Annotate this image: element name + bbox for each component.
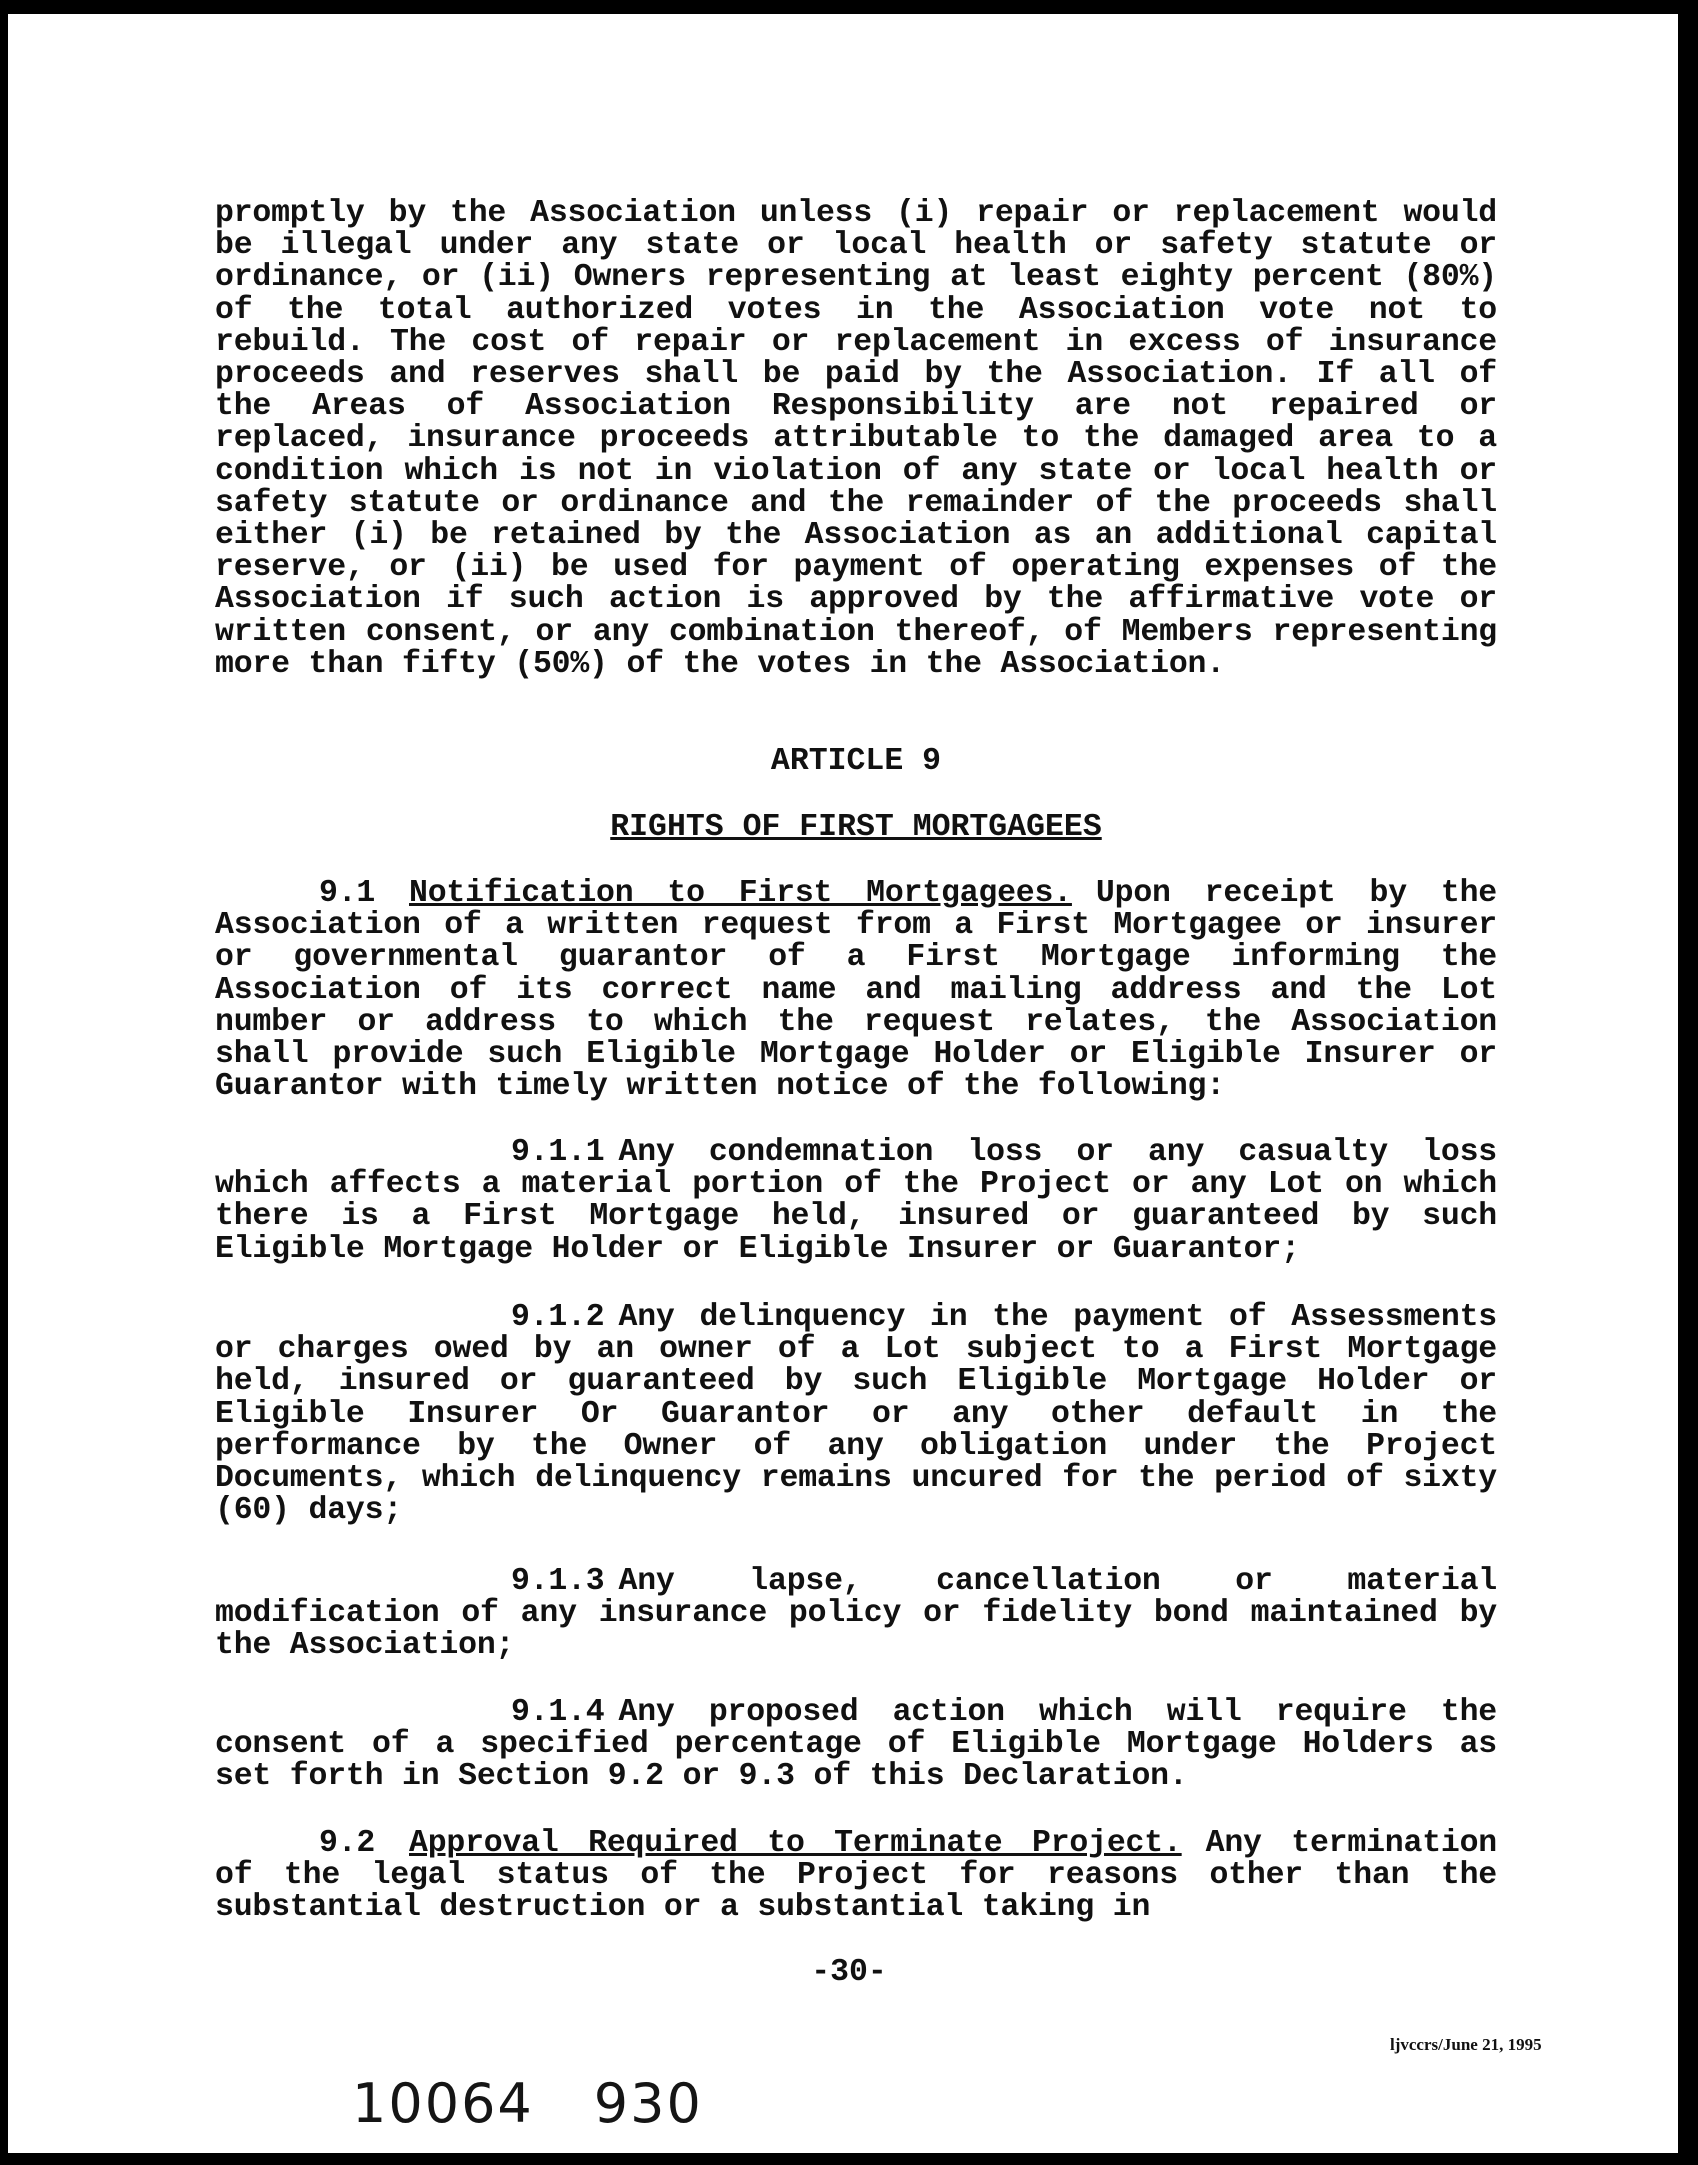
section-9-1-3: [215, 1566, 1497, 1663]
scan-border-right: [1678, 0, 1698, 2165]
subsection-number: 9.1.3: [511, 1564, 605, 1599]
page-number: -30-: [811, 1955, 887, 1990]
scan-border-bottom: [0, 2153, 1698, 2165]
scan-border-left: [0, 0, 8, 2165]
subsection-text: Any delinquency in the payment of Assessments or charges owed by an owner of a Lot subject to a First Mortgage held, insured or guaranteed by such Eligible Mortgage Holder or Eligible Insurer Or Guarantor or any other default in the performance by the Owner of any obligation under the Project Documents, which delinquency remains uncured for the period of sixty (60) days;: [215, 1300, 1497, 1529]
subsection-text: Any proposed action which will require the consent of a specified percentage of Eligible Mortgage Holders as set forth in Section 9.2 or 9.3 of this Declaration.: [215, 1695, 1497, 1795]
section-9-1: [215, 878, 1497, 1103]
subsection-text: Any lapse, cancellation or material modification of any insurance policy or fidelity bond maintained by the Association;: [215, 1564, 1497, 1664]
section-number: 9.1: [319, 876, 376, 911]
section-text: Any termination of the legal status of the Project for reasons other than the substantial destruction or a substantial taking in: [215, 1826, 1498, 1926]
section-text: Upon receipt by the Association of a written request from a First Mortgagee or insurer or governmental guarantor of a First Mortgage informing the Association of its correct name and mailing address and the Lot number or address to which the request relates, the Association shall provide such Eligible Mortgage Holder or Eligible Insurer or Guarantor with timely written notice of the following:: [215, 876, 1497, 1105]
subsection-number: 9.1.2: [511, 1300, 605, 1335]
scan-border-top: [0, 0, 1698, 14]
section-9-1-1: [215, 1137, 1497, 1266]
subsection-number: 9.1.1: [511, 1135, 605, 1170]
subsection-text: Any condemnation loss or any casualty loss which affects a material portion of the Project or any Lot on which there is a First Mortgage held, insured or guaranteed by such Eligible Mortgage Holder or Eligible Insurer or Guarantor;: [215, 1135, 1497, 1267]
recording-stamp: [352, 2072, 703, 2135]
continued-paragraph: promptly by the Association unless (i) repair or replacement would be illegal under any state or local health or safety statute or ordinance, or (ii) Owners representing at least eighty percent (80%) of the total authorized votes in the Association vote not to rebuild. The cost of repair or replacement in excess of insurance proceeds and reserves shall be paid by the Association. If all of the Areas of Association Responsibility are not repaired or replaced, insurance proceeds attributable to the damaged area to a condition which is not in violation of any state or local health or safety statute or ordinance and the remainder of the proceeds shall either (i) be retained by the Association as an additional capital reserve, or (ii) be used for payment of operating expenses of the Association if such action is approved by the affirmative vote or written consent, or any combination thereof, of Members representing more than fifty (50%) of the votes in the Association.: [215, 196, 1497, 682]
article-title: RIGHTS OF FIRST MORTGAGEES: [610, 810, 1102, 845]
article-number: ARTICLE 9: [770, 744, 942, 779]
section-caption: Notification to First Mortgagees.: [409, 876, 1072, 911]
section-9-1-4: [215, 1697, 1497, 1794]
section-number: 9.2: [319, 1826, 376, 1861]
file-reference: ljvccrs/June 21, 1995: [1390, 2035, 1542, 2054]
subsection-number: 9.1.4: [511, 1695, 605, 1730]
section-9-2: [215, 1828, 1497, 1925]
section-9-1-2: [215, 1302, 1497, 1527]
section-caption: Approval Required to Terminate Project.: [409, 1826, 1182, 1861]
stamp-book-number: 10064: [352, 2072, 534, 2135]
stamp-page-number: 930: [593, 2072, 703, 2135]
